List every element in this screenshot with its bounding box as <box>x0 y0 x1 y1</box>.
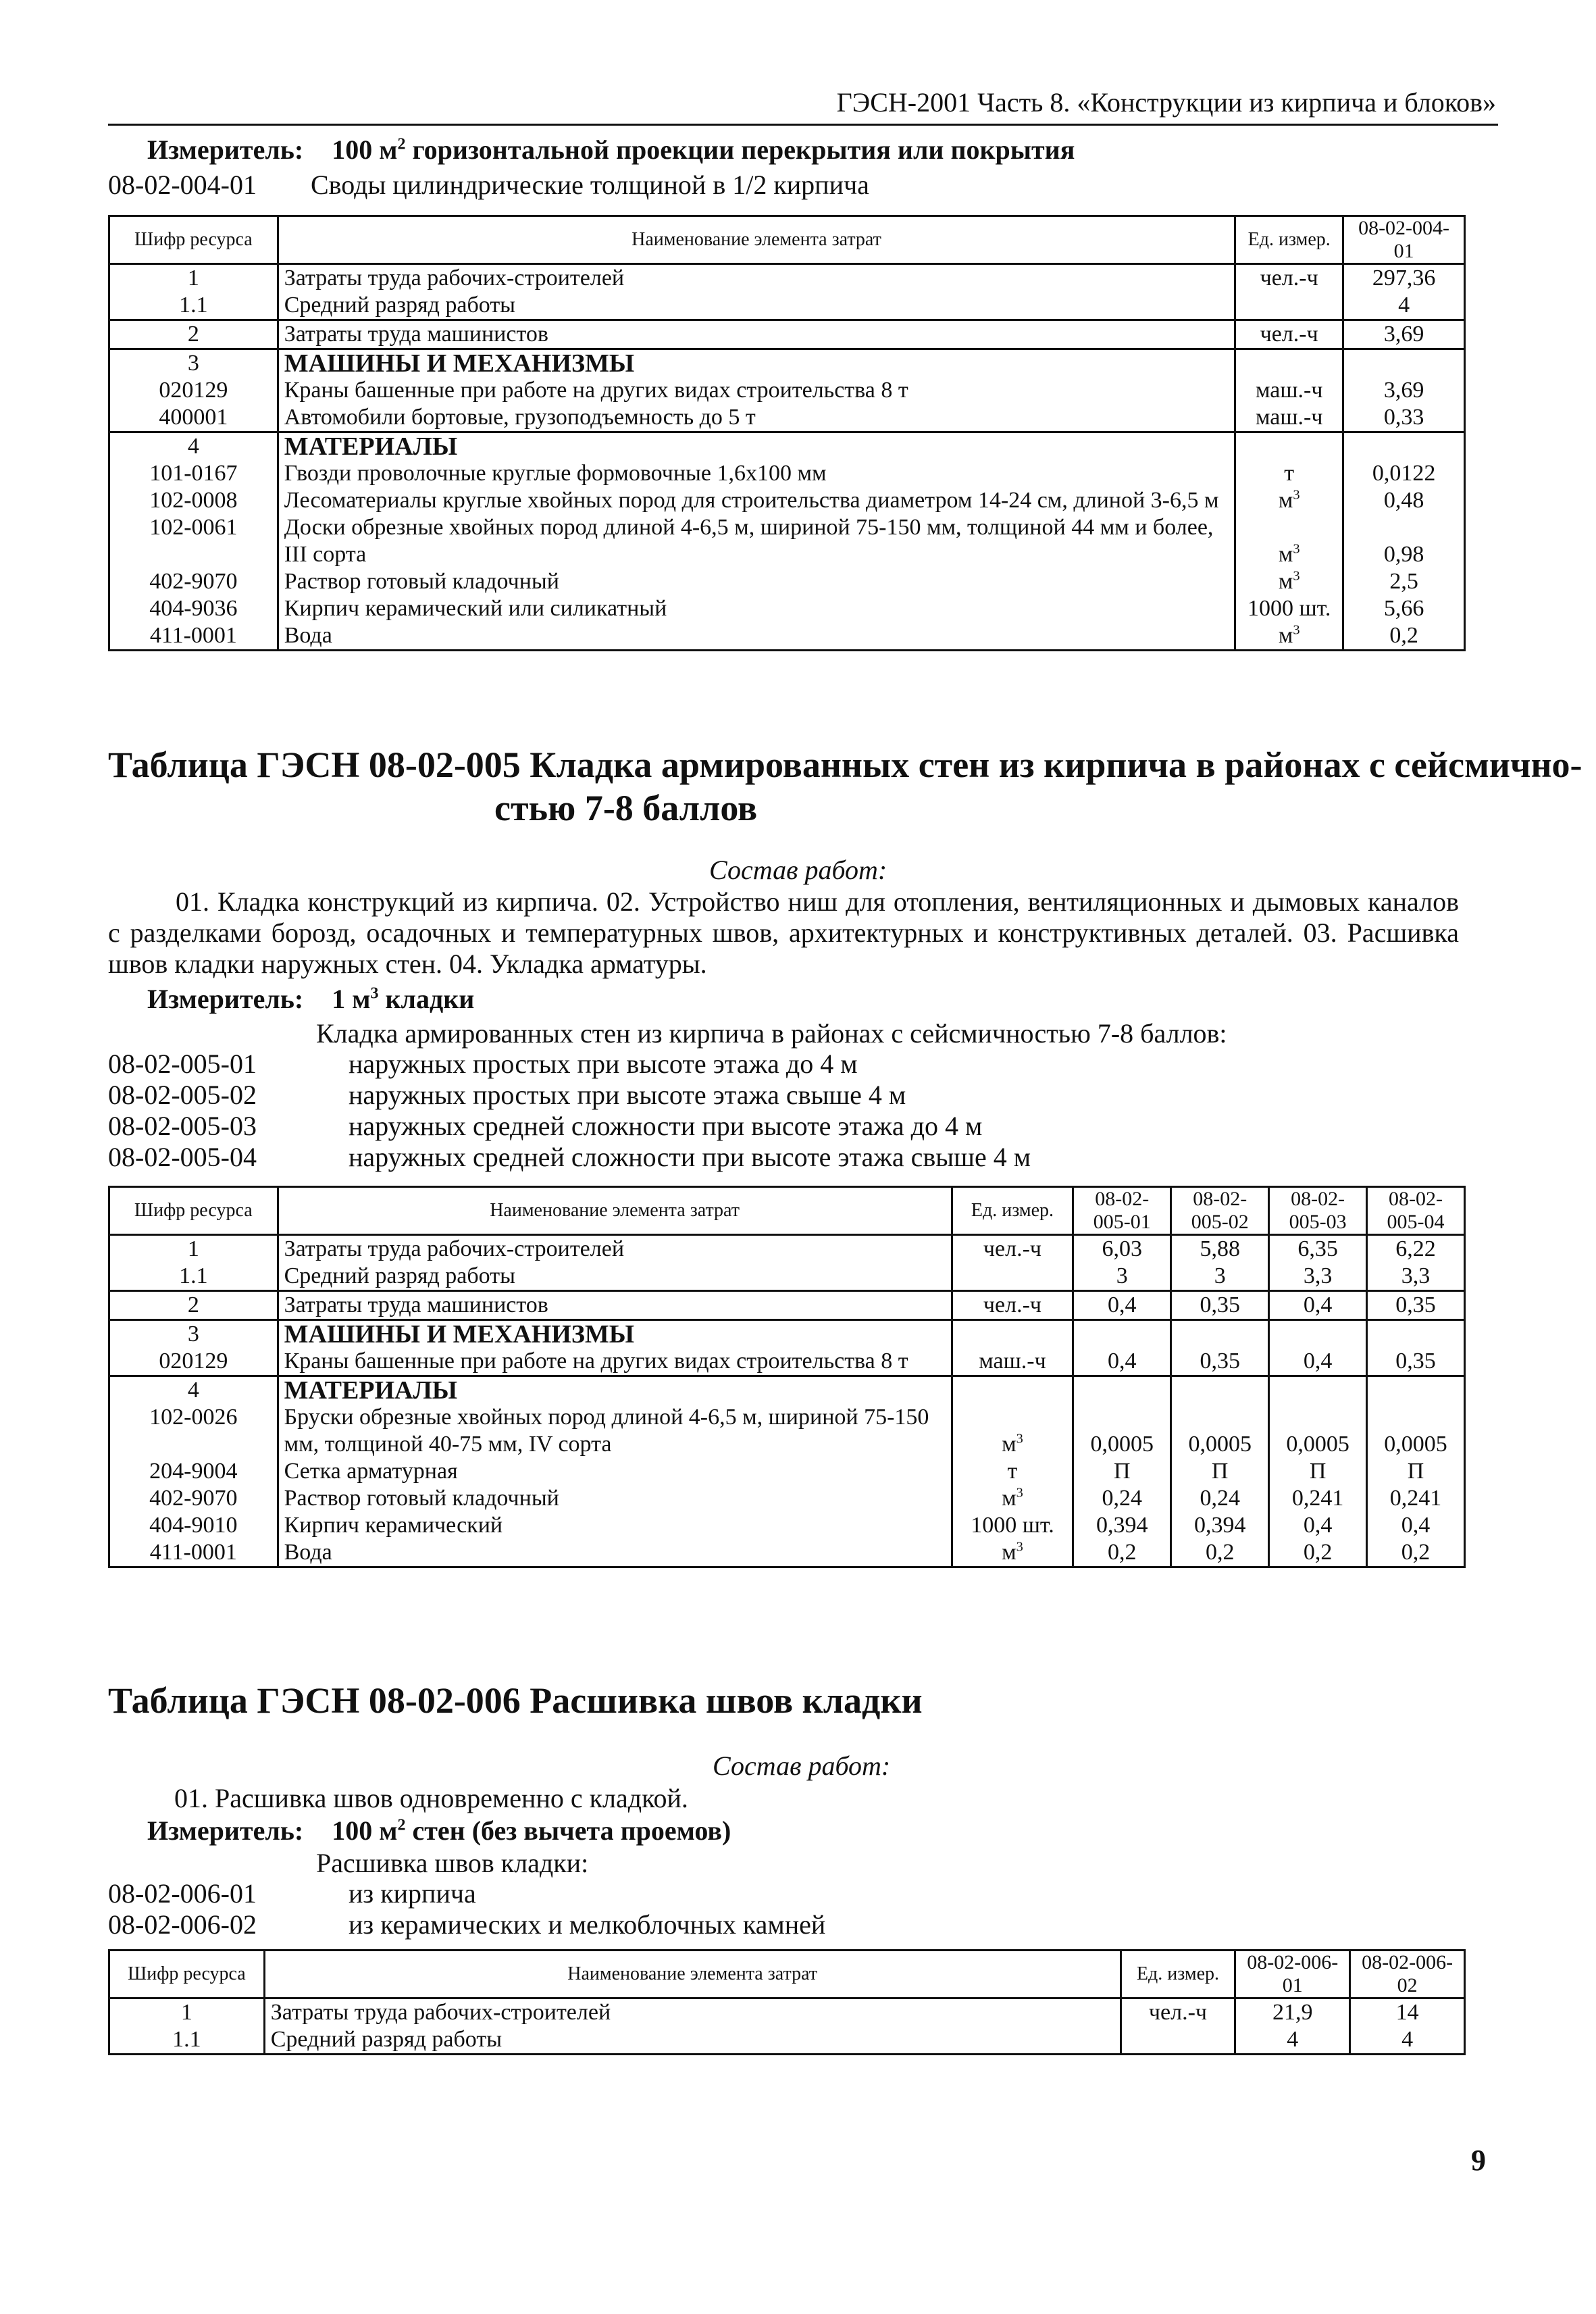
resource-table-2 <box>108 1186 1466 1568</box>
norm-value: 6,22 <box>1367 1235 1465 1263</box>
norm-value: 14 <box>1350 1998 1465 2027</box>
norm-value: 4 <box>1343 292 1465 320</box>
norm-value: 0,241 <box>1269 1485 1367 1512</box>
meter-value: 1 м <box>332 984 371 1014</box>
table-row <box>109 487 1465 514</box>
meter-unit: кладки <box>378 984 475 1014</box>
meter-value: 100 м <box>332 134 398 165</box>
table-row <box>109 1263 1465 1291</box>
meter-value: 100 м <box>332 1815 398 1846</box>
norm-value: 0,394 <box>1073 1512 1171 1539</box>
meter-label: Измеритель: <box>147 984 304 1014</box>
sec2-title-line1: Таблица ГЭСН 08-02-005 Кладка армированных стен из кирпича в районах с сейсмично- <box>108 745 1582 785</box>
resource-code: 1 <box>109 1235 278 1263</box>
page-number: 9 <box>1471 2144 1486 2177</box>
resource-code: 102-0061 <box>109 514 278 568</box>
norm-value: 0,2 <box>1073 1539 1171 1567</box>
sec2-meter <box>147 983 474 1015</box>
meter-sup: 2 <box>397 1816 406 1834</box>
norm-value: 0,2 <box>1343 622 1465 651</box>
table-row <box>109 1235 1465 1263</box>
code-desc: наружных простых при высоте этажа свыше 4 м <box>349 1080 906 1110</box>
cost-element: МАТЕРИАЛЫ <box>278 432 1235 461</box>
cost-element: Затраты труда рабочих-строителей <box>264 1998 1121 2027</box>
resource-code: 4 <box>109 1376 278 1405</box>
meter-unit: стен (без вычета проемов) <box>405 1815 731 1846</box>
column-header: Наименование элемента затрат <box>278 216 1235 264</box>
cost-element: Кирпич керамический или силикатный <box>278 595 1235 622</box>
norm-value: 3,69 <box>1343 320 1465 349</box>
unit: $м^3$ <box>1235 514 1343 568</box>
norm-value: П <box>1171 1458 1269 1485</box>
unit: чел.-ч <box>1121 1998 1235 2027</box>
unit: 1000 шт. <box>1235 595 1343 622</box>
norm-value: 4 <box>1350 2026 1465 2055</box>
norm-value: 0,4 <box>1073 1291 1171 1320</box>
unit: маш.-ч <box>952 1348 1073 1376</box>
column-header: 08-02-005-03 <box>1269 1187 1367 1235</box>
norm-value: П <box>1269 1458 1367 1485</box>
header-rule <box>108 124 1498 126</box>
resource-code: 101-0167 <box>109 460 278 487</box>
unit <box>1235 292 1343 320</box>
cost-element: МАТЕРИАЛЫ <box>278 1376 952 1405</box>
table-row <box>109 1539 1465 1567</box>
norm-value <box>1343 432 1465 461</box>
norm-value <box>1367 1376 1465 1405</box>
norm-value: 0,2 <box>1269 1539 1367 1567</box>
unit <box>952 1376 1073 1405</box>
meter-sup: 3 <box>370 984 379 1003</box>
resource-code: 2 <box>109 320 278 349</box>
cost-element: МАШИНЫ И МЕХАНИЗМЫ <box>278 349 1235 378</box>
code-desc: из кирпича <box>349 1878 476 1909</box>
norm-value <box>1367 1320 1465 1349</box>
norm-value: 0,24 <box>1171 1485 1269 1512</box>
sec1-code: 08-02-004-01 <box>108 170 257 200</box>
resource-code: 411-0001 <box>109 1539 278 1567</box>
code-row <box>108 1909 825 1940</box>
table-row <box>109 460 1465 487</box>
column-header: Шифр ресурса <box>109 1187 278 1235</box>
norm-value <box>1171 1320 1269 1349</box>
norm-value: 2,5 <box>1343 568 1465 595</box>
code-row <box>108 1080 1031 1111</box>
unit: $м^3$ <box>952 1539 1073 1567</box>
resource-code: 402-9070 <box>109 568 278 595</box>
table-row <box>109 2026 1465 2055</box>
unit: $м^3$ <box>1235 487 1343 514</box>
norm-value: 0,35 <box>1367 1291 1465 1320</box>
code: 08-02-005-04 <box>108 1142 257 1172</box>
table-header-row <box>109 216 1465 264</box>
cost-element: Раствор готовый кладочный <box>278 1485 952 1512</box>
resource-table-1 <box>108 215 1466 651</box>
unit <box>1121 2026 1235 2055</box>
norm-value: 0,0005 <box>1073 1404 1171 1458</box>
table-row <box>109 349 1465 378</box>
norm-value: 0,4 <box>1073 1348 1171 1376</box>
resource-code: 4 <box>109 432 278 461</box>
meter-label: Измеритель: <box>147 134 304 165</box>
code-row <box>108 1111 1031 1142</box>
norm-value: 0,24 <box>1073 1485 1171 1512</box>
code: 08-02-005-02 <box>108 1080 257 1110</box>
column-header: Ед. измер. <box>952 1187 1073 1235</box>
meter-unit: горизонтальной проекции перекрытия или покрытия <box>405 134 1075 165</box>
sec1-code-row <box>108 169 869 201</box>
cost-element: Раствор готовый кладочный <box>278 568 1235 595</box>
table-row <box>109 377 1465 404</box>
norm-value: 3,3 <box>1367 1263 1465 1291</box>
table-row <box>109 1348 1465 1376</box>
norm-value: 6,35 <box>1269 1235 1367 1263</box>
table-row <box>109 1320 1465 1349</box>
resource-code: 102-0026 <box>109 1404 278 1458</box>
unit: чел.-ч <box>1235 320 1343 349</box>
resource-table-3 <box>108 1949 1466 2055</box>
norm-value: 0,35 <box>1171 1291 1269 1320</box>
cost-element: Автомобили бортовые, грузоподъемность до 5 т <box>278 404 1235 432</box>
table-row <box>109 595 1465 622</box>
cost-element: Краны башенные при работе на других видах строительства 8 т <box>278 377 1235 404</box>
unit: $м^3$ <box>1235 622 1343 651</box>
running-header: ГЭСН-2001 Часть 8. «Конструкции из кирпича и блоков» <box>836 87 1496 118</box>
table-row <box>109 320 1465 349</box>
norm-value: 0,0005 <box>1171 1404 1269 1458</box>
code-row <box>108 1878 825 1909</box>
cost-element: Гвозди проволочные круглые формовочные 1,6х100 мм <box>278 460 1235 487</box>
norm-value: 297,36 <box>1343 264 1465 293</box>
resource-code: 3 <box>109 349 278 378</box>
norm-value <box>1073 1320 1171 1349</box>
table-row <box>109 514 1465 568</box>
unit: маш.-ч <box>1235 404 1343 432</box>
norm-value: П <box>1073 1458 1171 1485</box>
meter-label: Измеритель: <box>147 1815 304 1846</box>
cost-element: Затраты труда рабочих-строителей <box>278 264 1235 293</box>
cost-element: МАШИНЫ И МЕХАНИЗМЫ <box>278 1320 952 1349</box>
norm-value: 0,0122 <box>1343 460 1465 487</box>
unit <box>952 1263 1073 1291</box>
norm-value: 0,4 <box>1269 1291 1367 1320</box>
column-header: 08-02-006-02 <box>1350 1951 1465 1998</box>
table-row <box>109 1485 1465 1512</box>
norm-value: 0,394 <box>1171 1512 1269 1539</box>
unit: т <box>952 1458 1073 1485</box>
table-row <box>109 568 1465 595</box>
resource-code: 411-0001 <box>109 622 278 651</box>
norm-value: 0,0005 <box>1367 1404 1465 1458</box>
column-header: 08-02-005-02 <box>1171 1187 1269 1235</box>
table-row <box>109 264 1465 293</box>
sec3-works-title: Состав работ: <box>713 1751 891 1781</box>
norm-value <box>1269 1376 1367 1405</box>
norm-value: 0,2 <box>1171 1539 1269 1567</box>
sec3-intro: Расшивка швов кладки: <box>316 1848 589 1878</box>
norm-value: 0,4 <box>1269 1512 1367 1539</box>
cost-element: Затраты труда рабочих-строителей <box>278 1235 952 1263</box>
sec2-code-list <box>108 1049 1031 1173</box>
norm-value: 3,3 <box>1269 1263 1367 1291</box>
norm-value: 6,03 <box>1073 1235 1171 1263</box>
resource-code: 1.1 <box>109 1263 278 1291</box>
norm-value <box>1269 1320 1367 1349</box>
meter-sup: 2 <box>397 135 406 153</box>
sec2-title <box>108 743 1582 830</box>
norm-value: 21,9 <box>1235 1998 1350 2027</box>
cost-element: Краны башенные при работе на других видах строительства 8 т <box>278 1348 952 1376</box>
norm-value: П <box>1367 1458 1465 1485</box>
code-desc: наружных простых при высоте этажа до 4 м <box>349 1049 858 1079</box>
resource-code: 1 <box>109 264 278 293</box>
table-header-row <box>109 1187 1465 1235</box>
resource-code: 1.1 <box>109 2026 265 2055</box>
column-header: Шифр ресурса <box>109 1951 265 1998</box>
sec3-works-text: 01. Расшивка швов одновременно с кладкой. <box>174 1783 688 1813</box>
sec3-meter <box>147 1815 731 1846</box>
cost-element: Средний разряд работы <box>278 292 1235 320</box>
code: 08-02-005-03 <box>108 1111 257 1141</box>
unit: маш.-ч <box>1235 377 1343 404</box>
sec2-title-line2: стью 7-8 баллов <box>494 788 758 828</box>
norm-value <box>1171 1376 1269 1405</box>
resource-code: 102-0008 <box>109 487 278 514</box>
column-header: Наименование элемента затрат <box>264 1951 1121 1998</box>
column-header: Шифр ресурса <box>109 216 278 264</box>
code-desc: наружных средней сложности при высоте этажа до 4 м <box>349 1111 983 1141</box>
sec2-works-title: Состав работ: <box>709 855 887 885</box>
cost-element: Затраты труда машинистов <box>278 320 1235 349</box>
resource-code: 400001 <box>109 404 278 432</box>
table-row <box>109 1998 1465 2027</box>
column-header: 08-02-006-01 <box>1235 1951 1350 1998</box>
norm-value: 0,35 <box>1367 1348 1465 1376</box>
unit <box>1235 432 1343 461</box>
column-header: Ед. измер. <box>1235 216 1343 264</box>
column-header: 08-02-005-04 <box>1367 1187 1465 1235</box>
table-row <box>109 432 1465 461</box>
code-row <box>108 1049 1031 1080</box>
unit: $м^3$ <box>1235 568 1343 595</box>
resource-code: 020129 <box>109 1348 278 1376</box>
code: 08-02-006-02 <box>108 1909 257 1940</box>
column-header: Наименование элемента затрат <box>278 1187 952 1235</box>
sec2-works-text: 01. Кладка конструкций из кирпича. 02. Устройство ниш для отопления, вентиляционных и дымовых каналов с разделками борозд, осадочных и температурных швов, архитектурных и конструктивных деталей. 03. Расшивка швов кладки наружных стен. 04. Укладка арматуры. <box>108 886 1459 979</box>
resource-code: 020129 <box>109 377 278 404</box>
norm-value: 0,35 <box>1171 1348 1269 1376</box>
cost-element: Лесоматериалы круглые хвойных пород для строительства диаметром 14-24 см, длиной 3-6,5 м <box>278 487 1235 514</box>
unit: $м^3$ <box>952 1485 1073 1512</box>
sec3-code-list <box>108 1878 825 1940</box>
table-row <box>109 1458 1465 1485</box>
cost-element: Доски обрезные хвойных пород длиной 4-6,5 м, шириной 75-150 мм, толщиной 44 мм и более, III сорта <box>278 514 1235 568</box>
norm-value: 0,2 <box>1367 1539 1465 1567</box>
unit: чел.-ч <box>1235 264 1343 293</box>
table-row <box>109 622 1465 651</box>
resource-code: 3 <box>109 1320 278 1349</box>
table-row <box>109 1291 1465 1320</box>
norm-value: 0,241 <box>1367 1485 1465 1512</box>
unit <box>952 1320 1073 1349</box>
table-row <box>109 1376 1465 1405</box>
norm-value: 0,98 <box>1343 514 1465 568</box>
norm-value: 3,69 <box>1343 377 1465 404</box>
cost-element: Вода <box>278 622 1235 651</box>
sec3-title: Таблица ГЭСН 08-02-006 Расшивка швов кладки <box>108 1680 923 1721</box>
norm-value: 3 <box>1171 1263 1269 1291</box>
cost-element: Сетка арматурная <box>278 1458 952 1485</box>
sec2-intro: Кладка армированных стен из кирпича в районах с сейсмичностью 7-8 баллов: <box>316 1018 1227 1049</box>
norm-value: 5,66 <box>1343 595 1465 622</box>
unit: т <box>1235 460 1343 487</box>
table-row <box>109 292 1465 320</box>
unit <box>1235 349 1343 378</box>
unit: чел.-ч <box>952 1235 1073 1263</box>
norm-value: 0,33 <box>1343 404 1465 432</box>
cost-element: Затраты труда машинистов <box>278 1291 952 1320</box>
code: 08-02-006-01 <box>108 1878 257 1909</box>
norm-value: 0,4 <box>1367 1512 1465 1539</box>
cost-element: Средний разряд работы <box>278 1263 952 1291</box>
sec1-code-desc: Своды цилиндрические толщиной в 1/2 кирпича <box>311 170 869 200</box>
column-header: 08-02-005-01 <box>1073 1187 1171 1235</box>
norm-value: 0,4 <box>1269 1348 1367 1376</box>
norm-value: 4 <box>1235 2026 1350 2055</box>
table-header-row <box>109 1951 1465 1998</box>
norm-value: 0,48 <box>1343 487 1465 514</box>
norm-value: 0,0005 <box>1269 1404 1367 1458</box>
unit: чел.-ч <box>952 1291 1073 1320</box>
resource-code: 2 <box>109 1291 278 1320</box>
resource-code: 404-9010 <box>109 1512 278 1539</box>
cost-element: Бруски обрезные хвойных пород длиной 4-6,5 м, шириной 75-150 мм, толщиной 40-75 мм, IV сорта <box>278 1404 952 1458</box>
cost-element: Кирпич керамический <box>278 1512 952 1539</box>
norm-value: 5,88 <box>1171 1235 1269 1263</box>
cost-element: Средний разряд работы <box>264 2026 1121 2055</box>
table-row <box>109 1512 1465 1539</box>
resource-code: 1.1 <box>109 292 278 320</box>
column-header: Ед. измер. <box>1121 1951 1235 1998</box>
norm-value <box>1073 1376 1171 1405</box>
code-desc: наружных средней сложности при высоте этажа свыше 4 м <box>349 1142 1031 1172</box>
resource-code: 204-9004 <box>109 1458 278 1485</box>
resource-code: 402-9070 <box>109 1485 278 1512</box>
norm-value <box>1343 349 1465 378</box>
table-row <box>109 1404 1465 1458</box>
resource-code: 1 <box>109 1998 265 2027</box>
cost-element: Вода <box>278 1539 952 1567</box>
code-row <box>108 1142 1031 1173</box>
unit: 1000 шт. <box>952 1512 1073 1539</box>
norm-value: 3 <box>1073 1263 1171 1291</box>
column-header: 08-02-004-01 <box>1343 216 1465 264</box>
unit: $м^3$ <box>952 1404 1073 1458</box>
resource-code: 404-9036 <box>109 595 278 622</box>
sec1-meter <box>147 134 1075 166</box>
table-row <box>109 404 1465 432</box>
code-desc: из керамических и мелкоблочных камней <box>349 1909 826 1940</box>
code: 08-02-005-01 <box>108 1049 257 1079</box>
